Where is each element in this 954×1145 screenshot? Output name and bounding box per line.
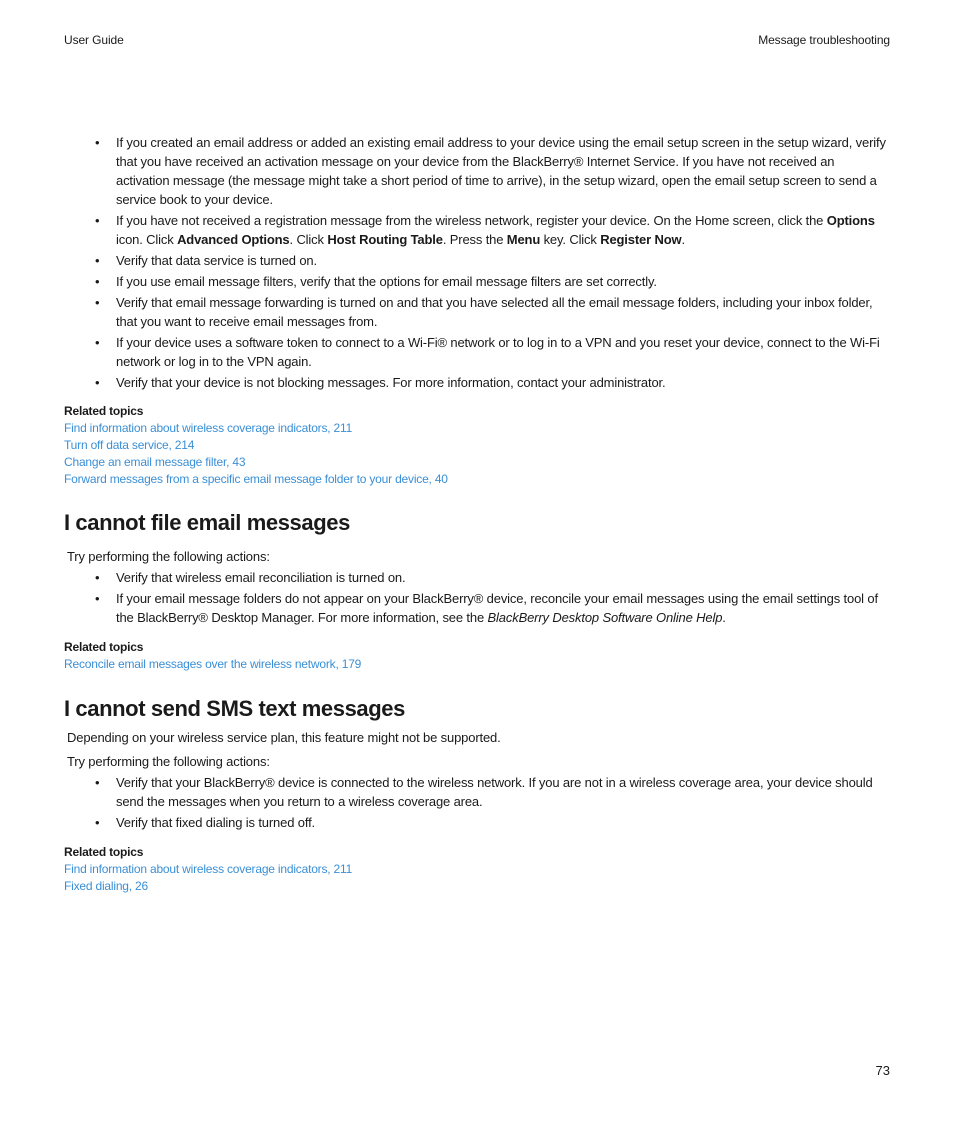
list-item: • Verify that fixed dialing is turned off. <box>95 815 315 830</box>
troubleshooting-list <box>95 133 891 394</box>
related-topics <box>64 403 448 488</box>
section-title: I cannot send SMS text messages <box>64 696 405 721</box>
list-item: • Verify that your device is not blocking messages. For more information, contact your administrator. <box>95 375 666 390</box>
related-topics-heading: Related topics <box>64 845 144 859</box>
intro-text: Try performing the following actions: <box>67 549 270 564</box>
related-topics-heading: Related topics <box>64 404 144 418</box>
related-link[interactable]: Change an email message filter, 43 <box>64 455 246 469</box>
related-link[interactable]: Find information about wireless coverage indicators, 211 <box>64 421 353 435</box>
related-link[interactable]: Turn off data service, 214 <box>64 438 195 452</box>
actions-list <box>95 568 891 629</box>
related-link[interactable]: Forward messages from a specific email message folder to your device, 40 <box>64 472 448 486</box>
list-item: • Verify that email message forwarding is turned on and that you have selected all the email message folders, including your inbox folder, that you want to receive email messages from. <box>95 295 873 329</box>
section-title: I cannot file email messages <box>64 510 350 535</box>
related-link[interactable]: Fixed dialing, 26 <box>64 879 148 893</box>
related-topics-heading: Related topics <box>64 640 144 654</box>
list-item: • Verify that your BlackBerry® device is connected to the wireless network. If you are not in a wireless coverage area, your device should send the messages when you return to a wireless coverage area. <box>95 775 873 809</box>
actions-list <box>95 773 891 834</box>
running-header-left: User Guide <box>64 33 124 47</box>
note-text: Depending on your wireless service plan, this feature might not be supported. <box>67 730 501 745</box>
list-item: • If your device uses a software token to connect to a Wi-Fi® network or to log in to a VPN and you reset your device, connect to the Wi-Fi network or log in to the VPN again. <box>95 335 880 369</box>
related-link[interactable]: Find information about wireless coverage indicators, 211 <box>64 862 353 876</box>
list-item: • If you created an email address or added an existing email address to your device using the email setup screen in the setup wizard, verify that you have received an activation message on your device from the BlackBerry® Internet Service. If you have not received an activation message (the message might take a short period of time to arrive), in the setup wizard, open the email setup screen to send a service book to your device. <box>95 135 886 207</box>
running-header-right: Message troubleshooting <box>758 33 890 47</box>
list-item: • Verify that data service is turned on. <box>95 253 317 268</box>
page-number: 73 <box>875 1063 890 1078</box>
list-item: • If your email message folders do not appear on your BlackBerry® device, reconcile your email messages using the email settings tool of the BlackBerry® Desktop Manager. For more information, see the BlackBerry Desktop Software Online Help. <box>95 591 878 625</box>
list-item: • If you use email message filters, verify that the options for email message filters are set correctly. <box>95 274 657 289</box>
related-topics <box>64 844 352 895</box>
list-item: • If you have not received a registration message from the wireless network, register your device. On the Home screen, click the Options icon. Click Advanced Options. Click Host Routing Table. Press the Menu key. Click Register Now. <box>95 213 875 247</box>
intro-text: Try performing the following actions: <box>67 754 270 769</box>
related-link[interactable]: Reconcile email messages over the wireless network, 179 <box>64 657 362 671</box>
list-item: • Verify that wireless email reconciliation is turned on. <box>95 570 406 585</box>
related-topics <box>64 639 361 673</box>
